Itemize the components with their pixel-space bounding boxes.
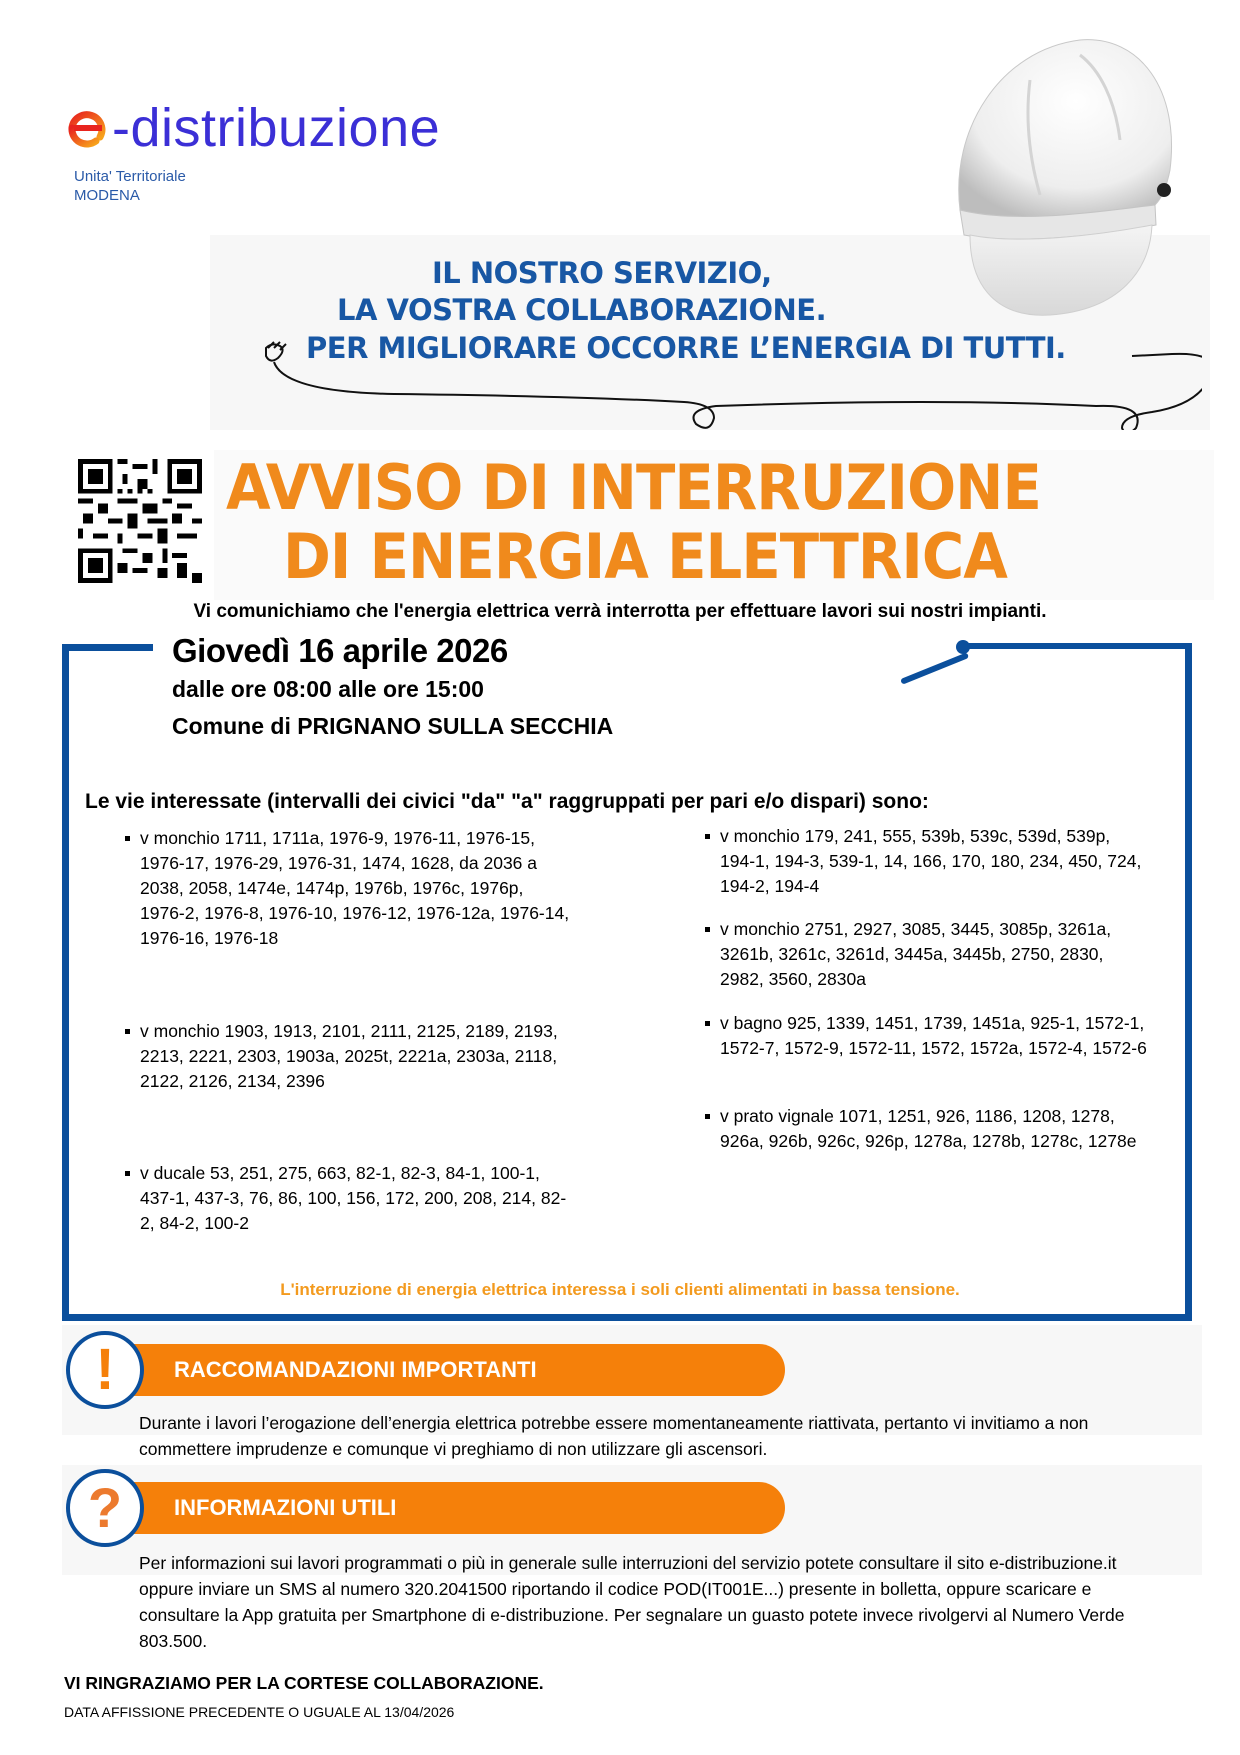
street-item (125, 1019, 570, 1094)
street-item (705, 824, 1150, 899)
low-voltage-note: L'interruzione di energia elettrica interessa i soli clienti alimentati in bassa tensione. (280, 1280, 960, 1299)
recommendations-heading: RACCOMANDAZIONI IMPORTANTI (174, 1357, 537, 1382)
frame-border (1185, 643, 1192, 1321)
exclamation-icon: ! (95, 1337, 115, 1402)
info-header-bar (105, 1482, 785, 1534)
question-mark-icon: ? (87, 1476, 123, 1539)
slogan-line-2: LA VOSTRA COLLABORAZIONE. (337, 293, 827, 327)
street-item-text: v prato vignale 1071, 1251, 926, 1186, 1208, 1278, 926a, 926b, 926c, 926p, 1278a, 1278b, 1278c, 1278e (720, 1106, 1137, 1151)
safety-helmet-image (930, 20, 1190, 330)
help-circle (66, 1469, 144, 1547)
street-item (705, 1011, 1150, 1061)
bullet-icon (125, 1171, 130, 1176)
street-item-text: v monchio 2751, 2927, 3085, 3445, 3085p, 3261a, 3261b, 3261c, 3261d, 3445a, 3445b, 2750, 2830, 2982, 3560, 2830a (720, 919, 1112, 989)
bullet-icon (705, 927, 710, 932)
bullet-icon (705, 1114, 710, 1119)
outage-hours: dalle ore 08:00 alle ore 15:00 (172, 676, 484, 702)
notice-title-line-2: DI ENERGIA ELETTRICA (283, 520, 1008, 593)
outage-date: Giovedì 16 aprile 2026 (172, 632, 508, 669)
unit-label: Unita' Territoriale (74, 168, 186, 185)
street-item (705, 1104, 1150, 1154)
bullet-icon (705, 1021, 710, 1026)
recommendations-text: Durante i lavori l’erogazione dell’energia elettrica potrebbe essere momentaneamente riattivata, pertanto vi invitiamo a non commettere imprudenze e comunque vi preghiamo di non utilizzare gli ascensori. (139, 1413, 1089, 1459)
logo-e-icon (66, 107, 108, 149)
territorial-unit (74, 167, 186, 205)
bullet-icon (125, 1029, 130, 1034)
outage-municipality: Comune di PRIGNANO SULLA SECCHIA (172, 713, 614, 739)
bullet-icon (705, 834, 710, 839)
bullet-icon (125, 836, 130, 841)
frame-border (963, 643, 1191, 649)
info-text: Per informazioni sui lavori programmati o più in generale sulle interruzioni del servizio potete consultare il sito e-distribuzione.it oppure inviare un SMS al numero 320.2041500 riportando il codice POD(IT001E...) presente in bolletta, oppure scaricare e consultare la App gratuita per Smartphone di e-distribuzione. Per segnalare un guasto potete invece rivolgervi al Numero Verde 803.500. (139, 1553, 1125, 1651)
info-heading: INFORMAZIONI UTILI (174, 1495, 397, 1520)
switch-pivot-icon (956, 640, 970, 654)
street-item (705, 917, 1150, 992)
frame-border (62, 644, 153, 651)
streets-heading: Le vie interessate (intervalli dei civici "da" "a" raggruppati per pari e/o dispari) sono: (85, 790, 929, 813)
recommendations-header-bar (105, 1344, 785, 1396)
street-item-text: v monchio 179, 241, 555, 539b, 539c, 539d, 539p, 194-1, 194-3, 539-1, 14, 166, 170, 180, 234, 450, 724, 194-2, 194-4 (720, 826, 1142, 896)
notice-title-line-1: AVVISO DI INTERRUZIONE (226, 451, 1041, 524)
frame-border (62, 644, 69, 1321)
street-item-text: v monchio 1903, 1913, 2101, 2111, 2125, 2189, 2193, 2213, 2221, 2303, 1903a, 2025t, 2221a, 2303a, 2118, 2122, 2126, 2134, 2396 (140, 1021, 558, 1091)
affix-date: DATA AFFISSIONE PRECEDENTE O UGUALE AL 13/04/2026 (64, 1704, 455, 1720)
intro-text: Vi comunichiamo che l'energia elettrica verrà interrotta per effettuare lavori sui nostri impianti. (193, 601, 1047, 622)
street-item (125, 826, 570, 951)
switch-lever-icon (900, 652, 969, 685)
thanks-text: VI RINGRAZIAMO PER LA CORTESE COLLABORAZIONE. (64, 1673, 544, 1693)
plug-cable-icon (262, 340, 1202, 430)
e-distribuzione-logo (66, 98, 440, 158)
slogan-line-1: IL NOSTRO SERVIZIO, (432, 256, 772, 290)
street-item-text: v monchio 1711, 1711a, 1976-9, 1976-11, 1976-15, 1976-17, 1976-29, 1976-31, 1474, 1628, da 2036 a 2038, 2058, 1474e, 1474p, 1976b, 1976c, 1976p, 1976-2, 1976-8, 1976-10, 1976-12, 1976-12a, 1976-14, 1976-16, 1976-18 (140, 828, 570, 948)
street-item (125, 1161, 570, 1236)
logo-text: -distribuzione (112, 98, 441, 158)
qr-code[interactable] (78, 459, 202, 583)
slogan-line-3: PER MIGLIORARE OCCORRE L’ENERGIA DI TUTTI. (306, 331, 1066, 365)
unit-city: MODENA (74, 187, 140, 204)
street-item-text: v bagno 925, 1339, 1451, 1739, 1451a, 925-1, 1572-1, 1572-7, 1572-9, 1572-11, 1572, 1572a, 1572-4, 1572-6 (720, 1013, 1147, 1058)
warning-circle (66, 1331, 144, 1409)
frame-border (62, 1314, 1192, 1321)
street-item-text: v ducale 53, 251, 275, 663, 82-1, 82-3, 84-1, 100-1, 437-1, 437-3, 76, 86, 100, 156, 172, 200, 208, 214, 82-2, 84-2, 100-2 (140, 1163, 567, 1233)
